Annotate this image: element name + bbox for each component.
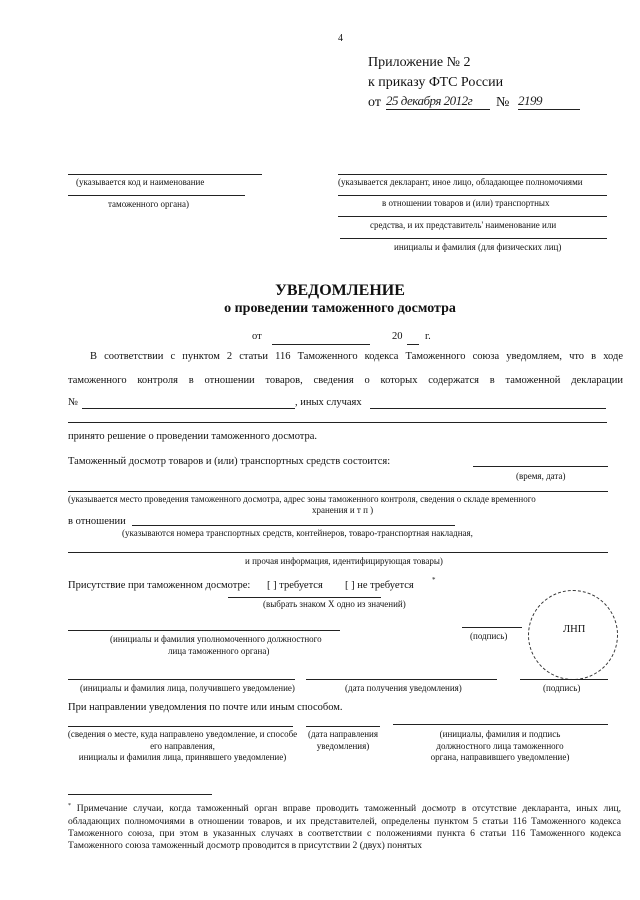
footnote-text: Примечание случаи, когда таможенный орган вправе проводить таможенный досмотр в отсутствие декларанта, иных лиц, обладающих полномочиями в отношении товаров, и их представителей, определены пунктом 5 статьи 116 Таможенного кодекса Таможенного союза, при этом в указанных случаях в соответствии с положениями пункта 6 статьи 116 Таможенного кодекса Таможенного союза таможенный досмотр проводится в присутствии 2 (двух) понятых <box>68 803 621 852</box>
receipt-date-field[interactable] <box>306 679 497 680</box>
recipient-caption: (инициалы и фамилия лица, получившего уведомление) <box>80 683 295 693</box>
sent-info-field[interactable] <box>68 726 293 727</box>
other-cases-field-2[interactable] <box>68 422 607 423</box>
other-cases-label: , иных случаях <box>295 397 362 408</box>
sender-caption-2: должностного лица таможенного <box>436 740 564 751</box>
declarant-line-3 <box>338 216 607 217</box>
footnote-mark: * <box>432 576 436 584</box>
declarant-caption-2: в отношении товаров и (или) транспортных <box>382 198 550 208</box>
customs-authority-caption-2: таможенного органа) <box>108 199 189 209</box>
recipient-signature-field[interactable] <box>520 679 608 680</box>
handwritten-date: 25 декабря 2012г <box>386 93 490 110</box>
date-from-label: от <box>252 331 262 342</box>
customs-authority-line-2 <box>68 195 245 196</box>
inspection-label: Таможенный досмотр товаров и (или) транспортных средств состоится: <box>68 456 391 467</box>
order-from-label: от <box>368 95 381 110</box>
document-title: УВЕДОМЛЕНИЕ <box>275 282 405 299</box>
decision-text: принято решение о проведении таможенного досмотра. <box>68 431 318 442</box>
appendix-title: Приложение № 2 <box>368 55 471 70</box>
option-not-required[interactable]: [ ] не требуется <box>345 580 414 591</box>
sent-date-caption-2: уведомления) <box>316 740 370 751</box>
other-cases-field[interactable] <box>370 408 606 409</box>
sent-date-caption-1: (дата направления <box>307 729 379 739</box>
year-suffix: г. <box>425 331 431 342</box>
receipt-date-caption: (дата получения уведомления) <box>345 683 462 693</box>
regarding-field[interactable] <box>132 525 455 526</box>
page-number: 4 <box>338 33 343 44</box>
declarant-line-2 <box>338 195 607 196</box>
official-caption-1: (инициалы и фамилия уполномоченного должностного <box>110 634 322 644</box>
sender-caption-3: органа, направившего уведомление) <box>430 752 570 762</box>
regarding-field-2[interactable] <box>68 552 608 553</box>
sender-caption-1: (инициалы, фамилия и подпись <box>439 729 561 739</box>
sent-info-caption-3: инициалы и фамилия лица, принявшего уведомление) <box>78 752 287 762</box>
presence-label: Присутствие при таможенном досмотре: <box>68 580 251 591</box>
official-name-field[interactable] <box>68 630 340 631</box>
paragraph-line-2: таможенного контроля в отношении товаров, сведения о которых содержатся в таможенной декларации <box>68 375 623 386</box>
customs-authority-caption: (указывается код и наименование <box>76 177 205 187</box>
footnote-separator <box>68 794 212 795</box>
document-subtitle: о проведении таможенного досмотра <box>224 301 456 316</box>
regarding-label: в отношении <box>68 516 126 527</box>
official-signature-field[interactable] <box>462 627 522 628</box>
presence-line <box>228 597 381 598</box>
paragraph-line-1: В соответствии с пунктом 2 статьи 116 Таможенного кодекса Таможенного союза уведомляем, что в ходе <box>90 351 623 362</box>
declarant-line-4 <box>340 238 607 239</box>
date-field[interactable] <box>272 344 370 345</box>
time-date-caption: (время, дата) <box>516 471 566 481</box>
official-caption-2: лица таможенного органа) <box>168 646 270 656</box>
order-number-label: № <box>496 95 510 110</box>
declarant-caption-1: (указывается декларант, иное лицо, обладающее полномочиями <box>338 177 583 187</box>
sent-date-caption <box>300 729 386 752</box>
place-caption-1: (указывается место проведения таможенного досмотра, адрес зоны таможенного контроля, сведения о складе временного <box>68 494 536 504</box>
sender-field[interactable] <box>393 724 608 725</box>
year-field[interactable] <box>407 344 419 345</box>
handwritten-number: 2199 <box>518 93 580 110</box>
sent-info-caption-2: его направления, <box>150 740 215 751</box>
choose-caption: (выбрать знаком X одно из значений) <box>263 599 406 609</box>
sent-info-caption <box>60 729 305 764</box>
sender-caption <box>400 729 600 764</box>
time-date-field[interactable] <box>473 466 608 467</box>
sent-info-caption-1: (сведения о месте, куда направлено уведомление, и способе <box>67 729 298 739</box>
stamp-label: ЛНП <box>563 624 586 635</box>
customs-authority-line <box>68 174 262 175</box>
place-caption-2: хранения и т п ) <box>312 505 374 515</box>
mail-label: При направлении уведомления по почте или иным способом. <box>68 702 343 713</box>
stamp-circle <box>528 590 618 680</box>
year-prefix: 20 <box>392 331 403 342</box>
recipient-name-field[interactable] <box>68 679 295 680</box>
regarding-caption-1: (указываются номера транспортных средств, контейнеров, товаро-транспортная накладная, <box>122 528 473 538</box>
regarding-caption-2: и прочая информация, идентифицирующая товары) <box>245 556 443 566</box>
declarant-caption-4: инициалы и фамилия (для физических лиц) <box>394 242 562 252</box>
declaration-number-field[interactable] <box>82 408 295 409</box>
footnote-asterisk: * <box>68 803 71 809</box>
footnote <box>68 800 621 853</box>
declarant-caption-3: средства, и их представитель' наименование или <box>370 220 557 230</box>
place-field[interactable] <box>68 491 608 492</box>
signature-caption: (подпись) <box>470 631 508 641</box>
number-sign: № <box>68 397 79 408</box>
option-required[interactable]: [ ] требуется <box>267 580 323 591</box>
recipient-signature-caption: (подпись) <box>543 683 581 693</box>
declarant-line-1 <box>338 174 607 175</box>
sent-date-field[interactable] <box>306 726 380 727</box>
order-reference: к приказу ФТС России <box>368 75 504 90</box>
